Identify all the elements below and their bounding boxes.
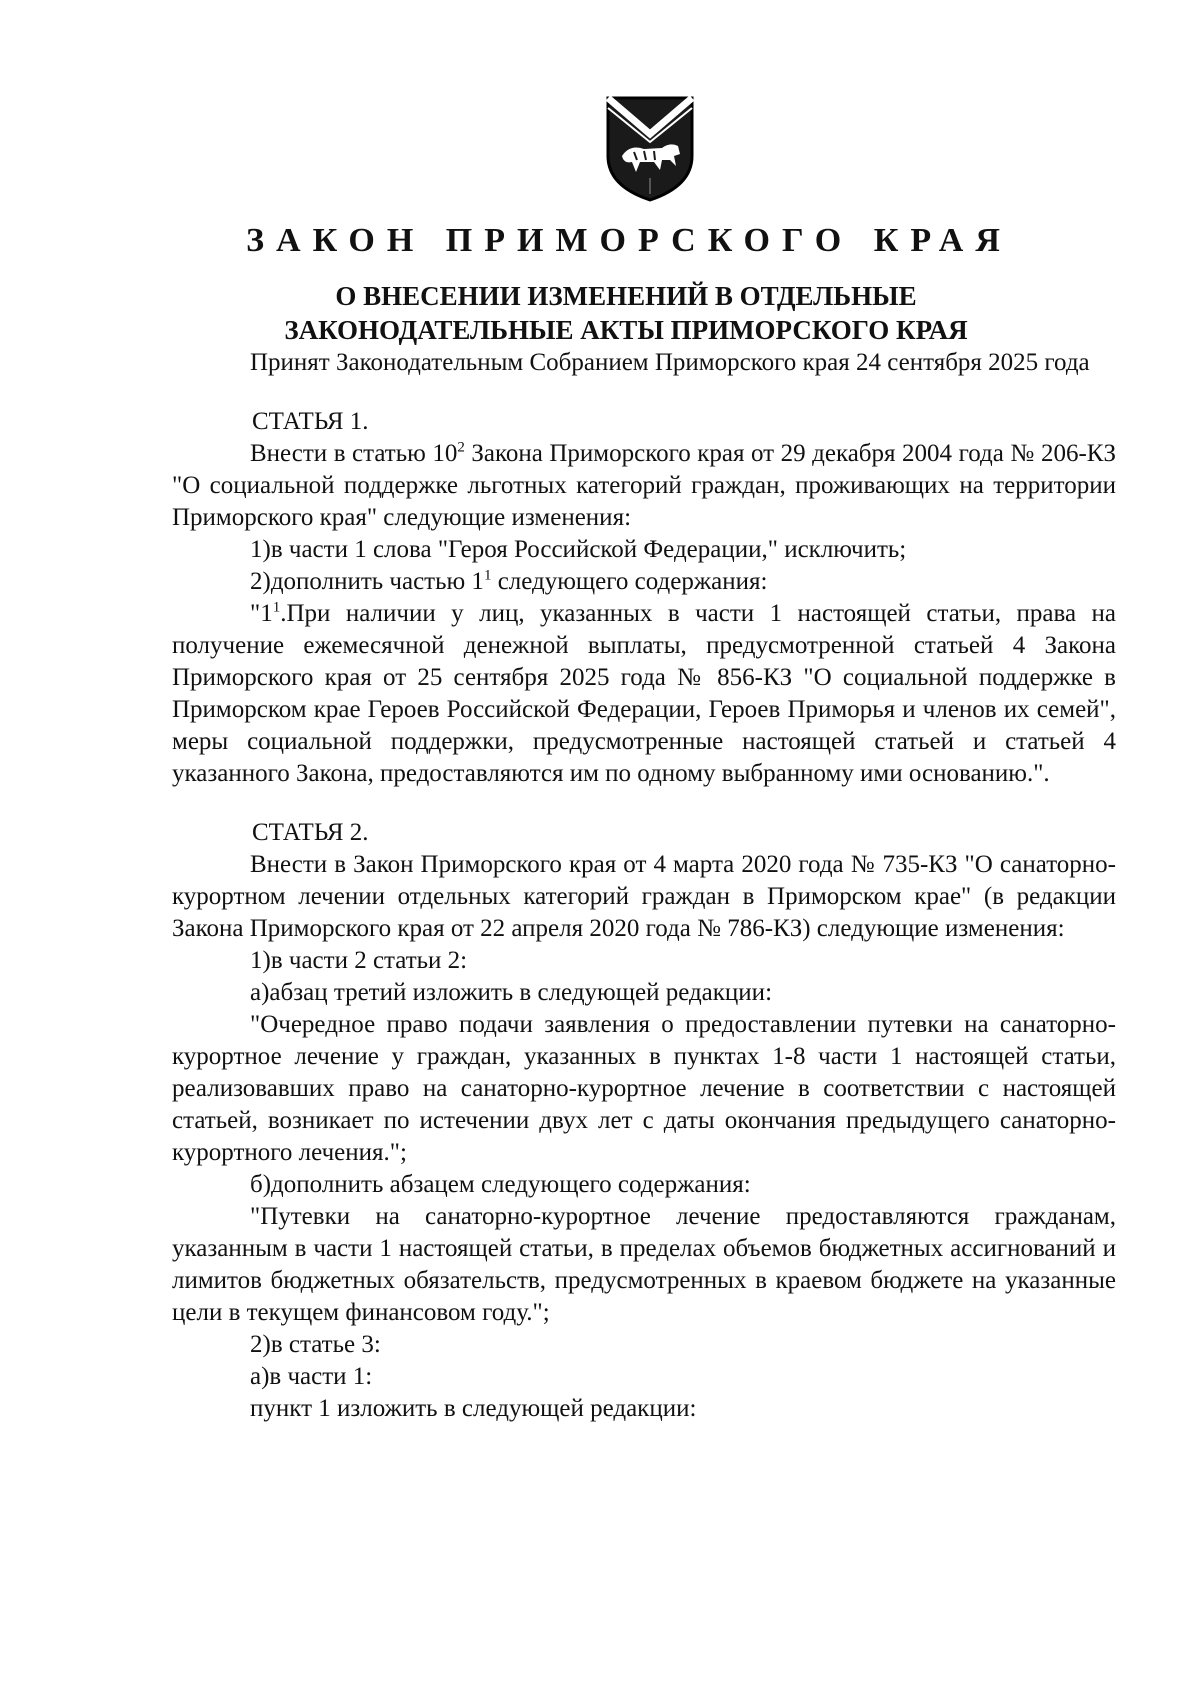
article-2-quote-1: "Очередное право подачи заявления о предоставлении путевки на санаторно-курортное лечение у граждан, указанных в пунктах 1-8 части 1 настоящей статьи, реализовавших право на санаторно-курортное лечение в соответствии с настоящей статьей, возникает по истечении двух лет с даты окончания предыдущего санаторно-курортного лечения."; (172, 1011, 1116, 1166)
article-1-intro (172, 438, 1116, 534)
article-2-item-2: 2)в статье 3: (250, 1331, 381, 1358)
article-1-intro-superscript: 2 (457, 439, 465, 456)
subtitle-line-1: О ВНЕСЕНИИ ИЗМЕНЕНИЙ В ОТДЕЛЬНЫЕ (335, 281, 917, 311)
article-2-item-2-point: пункт 1 изложить в следующей редакции: (250, 1395, 697, 1422)
document-body (172, 347, 1116, 1425)
article-2-heading: СТАТЬЯ 2. (252, 819, 369, 846)
article-1-quote-text-cont: .При наличии у лиц, указанных в части 1 настоящей статьи, права на получение ежемесячной денежной выплаты, предусмотренной статьей 4 Закона Приморского края от 25 сентября 2025 года № 856-КЗ "О социальной поддержке в Приморском крае Героев Российской Федерации, Героев Приморья и членов их семей", меры социальной поддержки, предусмотренные настоящей статьей и статьей 4 указанного Закона, предоставляются им по одному выбранному ими основанию.". (172, 600, 1116, 787)
article-1-quote-superscript: 1 (272, 599, 281, 616)
article-1-item-1: 1)в части 1 слова "Героя Российской Федерации," исключить; (250, 536, 907, 563)
article-1-heading: СТАТЬЯ 1. (252, 408, 369, 435)
adoption-note: Принят Законодательным Собранием Приморского края 24 сентября 2025 года (250, 349, 1090, 376)
subtitle-line-2: ЗАКОНОДАТЕЛЬНЫЕ АКТЫ ПРИМОРСКОГО КРАЯ (284, 315, 968, 345)
law-title: ЗАКОН ПРИМОРСКОГО КРАЯ (246, 222, 1012, 259)
article-2-item-2-a: а)в части 1: (250, 1363, 373, 1390)
article-1-intro-text: Внести в статью 10 (250, 440, 458, 467)
article-1-intro-text-cont: Закона Приморского края от 29 декабря 2004 года № 206-КЗ "О социальной поддержке льготных категорий граждан, проживающих на территории Приморского края" следующие изменения: (172, 440, 1116, 531)
article-2-item-1-b: б)дополнить абзацем следующего содержания: (250, 1171, 751, 1198)
article-2-intro: Внести в Закон Приморского края от 4 марта 2020 года № 735-КЗ "О санаторно-курортном лечении отдельных категорий граждан в Приморском крае" (в редакции Закона Приморского края от 22 апреля 2020 года № 786-КЗ) следующие изменения: (172, 851, 1116, 942)
article-1-item-2-superscript: 1 (483, 567, 492, 584)
article-2-quote-2: "Путевки на санаторно-курортное лечение предоставляются гражданам, указанным в части 1 настоящей статьи, в пределах объемов бюджетных ассигнований и лимитов бюджетных обязательств, предусмотренных в краевом бюджете на указанные цели в текущем финансовом году."; (172, 1203, 1116, 1326)
article-1-item-2-text-cont: следующего содержания: (491, 568, 768, 595)
article-2-item-1: 1)в части 2 статьи 2: (250, 947, 468, 974)
article-1-quote-text: "1 (250, 600, 273, 627)
coat-of-arms-icon (604, 94, 696, 204)
article-1-item-2 (172, 566, 1116, 598)
article-2-item-1-a: а)абзац третий изложить в следующей редакции: (250, 979, 773, 1006)
article-1-quote (172, 598, 1116, 790)
article-1-item-2-text: 2)дополнить частью 1 (250, 568, 484, 595)
law-subtitle (0, 279, 1200, 347)
